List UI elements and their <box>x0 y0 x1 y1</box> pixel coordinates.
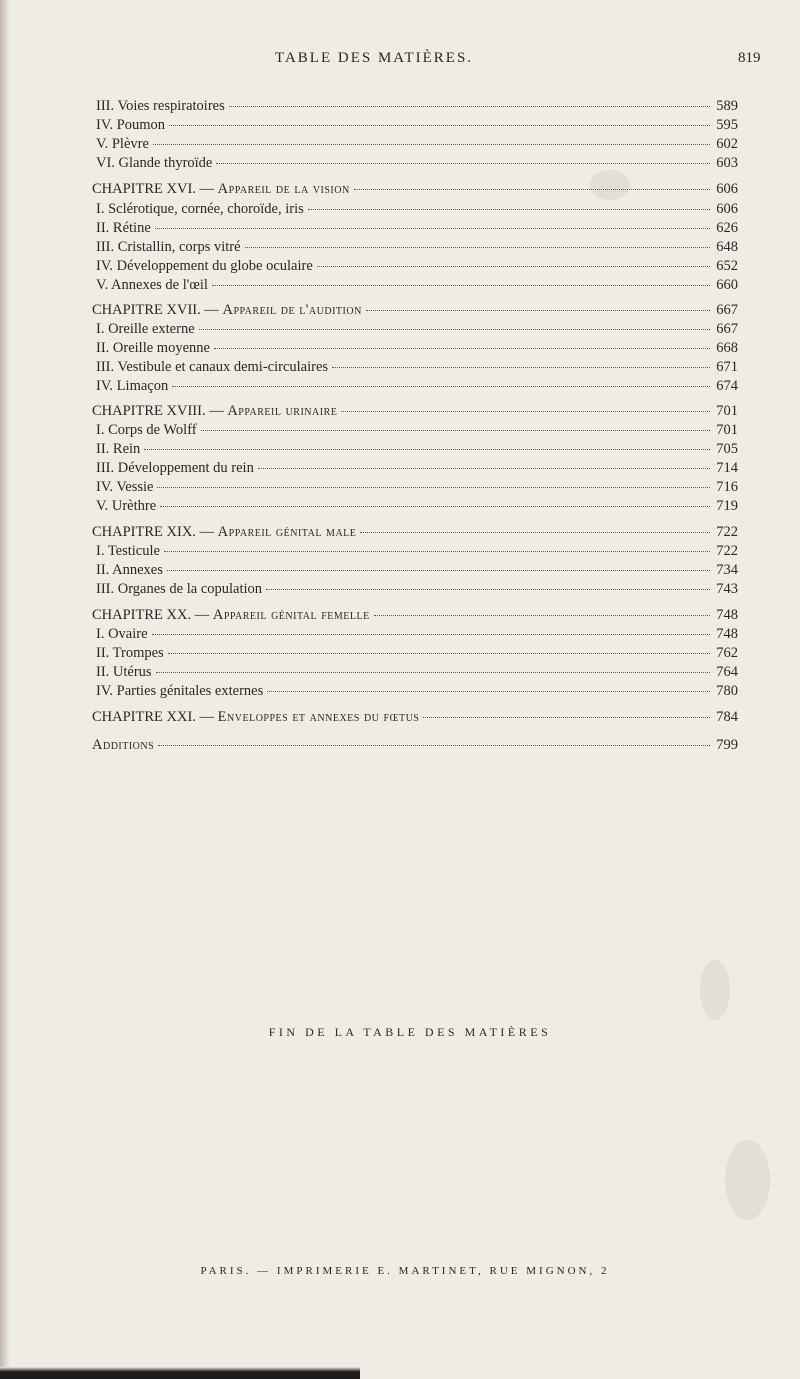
toc-page-number: 714 <box>716 460 738 476</box>
toc-page-number: 719 <box>716 498 738 514</box>
end-of-table-note: FIN DE LA TABLE DES MATIÈRES <box>268 1025 552 1039</box>
toc-entry-label: I. Testicule <box>96 543 160 559</box>
toc-chapter-entry <box>92 734 738 752</box>
toc-page-number: 652 <box>716 258 738 274</box>
toc-entry-title <box>92 709 419 726</box>
toc-page-number: 762 <box>716 645 738 661</box>
page-number: 819 <box>738 50 761 66</box>
toc-entry-title <box>96 340 210 357</box>
dot-leader <box>160 492 710 507</box>
running-header <box>0 50 800 72</box>
dot-leader <box>245 233 710 248</box>
toc-entry-label: III. Organes de la copulation <box>96 581 263 597</box>
toc-page-number: 648 <box>716 239 738 255</box>
dot-leader <box>168 639 710 654</box>
toc-entry-label: CHAPITRE XXI. — <box>92 709 218 725</box>
toc-page-number: 734 <box>716 562 738 578</box>
toc-entry-label: V. Annexes de l'œil <box>96 277 208 293</box>
toc-page-number: 743 <box>716 581 738 597</box>
toc-entry-title <box>96 378 168 395</box>
paper-stain <box>725 1140 770 1220</box>
toc-entry-title <box>96 683 263 700</box>
toc-chapter-entry <box>92 178 738 196</box>
toc-entry-label: II. Annexes <box>96 562 163 578</box>
toc-entry-label: I. Sclérotique, cornée, choroïde, iris <box>96 201 304 217</box>
dot-leader <box>360 518 710 533</box>
toc-entry-title <box>96 155 212 172</box>
toc-entry-label: IV. Poumon <box>96 117 166 133</box>
dot-leader <box>157 473 710 488</box>
toc-entry-title <box>96 645 164 662</box>
toc-entry-title <box>96 239 241 256</box>
toc-entry-title <box>96 479 153 496</box>
toc-page-number: 722 <box>716 524 738 540</box>
running-title: TABLE DES MATIÈRES. <box>275 50 474 66</box>
toc-page-number: 705 <box>716 441 738 457</box>
toc-page-number: 606 <box>716 181 738 197</box>
toc-entry-subject: Appareil génital male <box>217 524 357 540</box>
toc-section-entry <box>96 495 738 513</box>
dot-leader <box>144 435 710 450</box>
toc-entry-subject: Appareil génital femelle <box>212 607 370 623</box>
toc-entry-subject: Appareil urinaire <box>227 403 338 419</box>
toc-page-number: 716 <box>716 479 738 495</box>
toc-section-entry <box>96 375 738 393</box>
toc-entry-title <box>96 562 163 579</box>
dot-leader <box>341 397 710 412</box>
toc-page-number: 660 <box>716 277 738 293</box>
dot-leader <box>266 575 710 590</box>
toc-section-entry <box>96 578 738 596</box>
dot-leader <box>267 677 710 692</box>
toc-page-number: 674 <box>716 378 738 394</box>
toc-entry-title <box>96 136 149 153</box>
toc-page-number: 595 <box>716 117 738 133</box>
dot-leader <box>155 214 710 229</box>
dot-leader <box>164 537 710 552</box>
toc-entry-label: V. Urèthre <box>96 498 157 514</box>
dot-leader <box>172 372 710 387</box>
toc-page-number: 668 <box>716 340 738 356</box>
toc-entry-label: III. Développement du rein <box>96 460 254 476</box>
toc-entry-label: III. Vestibule et canaux demi-circulaires <box>96 359 329 375</box>
dot-leader <box>317 252 710 267</box>
toc-page-number: 764 <box>716 664 738 680</box>
toc-entry-label: II. Rein <box>96 441 141 457</box>
toc-entry-label: I. Corps de Wolff <box>96 422 197 438</box>
toc-entry-label: CHAPITRE XIX. — <box>92 524 218 540</box>
toc-entry-label: II. Trompes <box>96 645 164 661</box>
dot-leader <box>199 315 710 330</box>
toc-page-number: 589 <box>716 98 738 114</box>
toc-entry-label: CHAPITRE XVI. — <box>92 181 218 197</box>
dot-leader <box>332 353 710 368</box>
toc-entry-label: III. Cristallin, corps vitré <box>96 239 241 255</box>
toc-entry-subject: Appareil de la vision <box>217 181 350 197</box>
toc-entry-label: V. Plèvre <box>96 136 149 152</box>
toc-section-entry <box>96 680 738 698</box>
paper-stain <box>700 960 730 1020</box>
dot-leader <box>374 601 710 616</box>
toc-page-number: 748 <box>716 607 738 623</box>
toc-page-number: 701 <box>716 403 738 419</box>
dot-leader <box>201 416 710 431</box>
page-binding-edge <box>0 0 10 1379</box>
toc-entry-title <box>96 321 195 338</box>
toc-entry-title <box>92 737 154 754</box>
toc-entry-subject: Appareil de l'audition <box>222 302 362 318</box>
dot-leader <box>258 454 710 469</box>
dot-leader <box>308 195 710 210</box>
dot-leader <box>153 130 710 145</box>
dot-leader <box>229 92 710 107</box>
dot-leader <box>423 703 710 718</box>
toc-entry-title <box>96 581 262 598</box>
toc-page-number: 671 <box>716 359 738 375</box>
toc-entry-label: IV. Vessie <box>96 479 154 495</box>
toc-entry-title <box>96 664 152 681</box>
dot-leader <box>354 175 710 190</box>
toc-chapter-entry <box>92 706 738 724</box>
toc-entry-title <box>96 220 151 237</box>
dot-leader <box>169 111 710 126</box>
toc-page-number: 602 <box>716 136 738 152</box>
toc-page-number: 748 <box>716 626 738 642</box>
toc-entry-label: III. Voies respiratoires <box>96 98 225 114</box>
toc-entry-label: VI. Glande thyroïde <box>96 155 213 171</box>
toc-entry-label: IV. Développement du globe oculaire <box>96 258 313 274</box>
toc-entry-label: IV. Limaçon <box>96 378 169 394</box>
printer-imprint: PARIS. — IMPRIMERIE E. MARTINET, RUE MIGNON, 2 <box>200 1265 610 1277</box>
toc-entry-label: II. Rétine <box>96 220 151 236</box>
toc-entry-title <box>96 626 148 643</box>
dot-leader <box>167 556 710 571</box>
dot-leader <box>214 334 710 349</box>
toc-page-number: 667 <box>716 321 738 337</box>
toc-entry-title <box>96 543 160 560</box>
toc-page-number: 667 <box>716 302 738 318</box>
toc-entry-label: CHAPITRE XVII. — <box>92 302 223 318</box>
toc-entry-label: II. Utérus <box>96 664 152 680</box>
dot-leader <box>156 658 710 673</box>
toc-section-entry <box>96 274 738 292</box>
dot-leader <box>216 149 710 164</box>
dot-leader <box>212 271 710 286</box>
toc-entry-label: CHAPITRE XVIII. — <box>92 403 228 419</box>
toc-page-number: 606 <box>716 201 738 217</box>
toc-entry-title <box>96 441 140 458</box>
toc-page-number: 780 <box>716 683 738 699</box>
toc-section-entry <box>96 152 738 170</box>
toc-entry-subject: Additions <box>92 737 155 753</box>
toc-page-number: 603 <box>716 155 738 171</box>
toc-entry-label: CHAPITRE XX. — <box>92 607 213 623</box>
toc-entry-label: I. Oreille externe <box>96 321 195 337</box>
toc-entry-label: I. Ovaire <box>96 626 148 642</box>
toc-entry-title <box>96 498 156 515</box>
toc-page-number: 701 <box>716 422 738 438</box>
toc-page-number: 722 <box>716 543 738 559</box>
bottom-edge-shadow <box>0 1367 360 1379</box>
toc-entry-label: II. Oreille moyenne <box>96 340 210 356</box>
toc-entry-subject: Enveloppes et annexes du fœtus <box>217 709 420 725</box>
dot-leader <box>158 731 710 746</box>
toc-page-number: 784 <box>716 709 738 725</box>
toc-page-number: 799 <box>716 737 738 753</box>
toc-entry-title <box>96 277 208 294</box>
dot-leader <box>152 620 710 635</box>
toc-page-number: 626 <box>716 220 738 236</box>
toc-entry-label: IV. Parties génitales externes <box>96 683 264 699</box>
dot-leader <box>366 296 710 311</box>
